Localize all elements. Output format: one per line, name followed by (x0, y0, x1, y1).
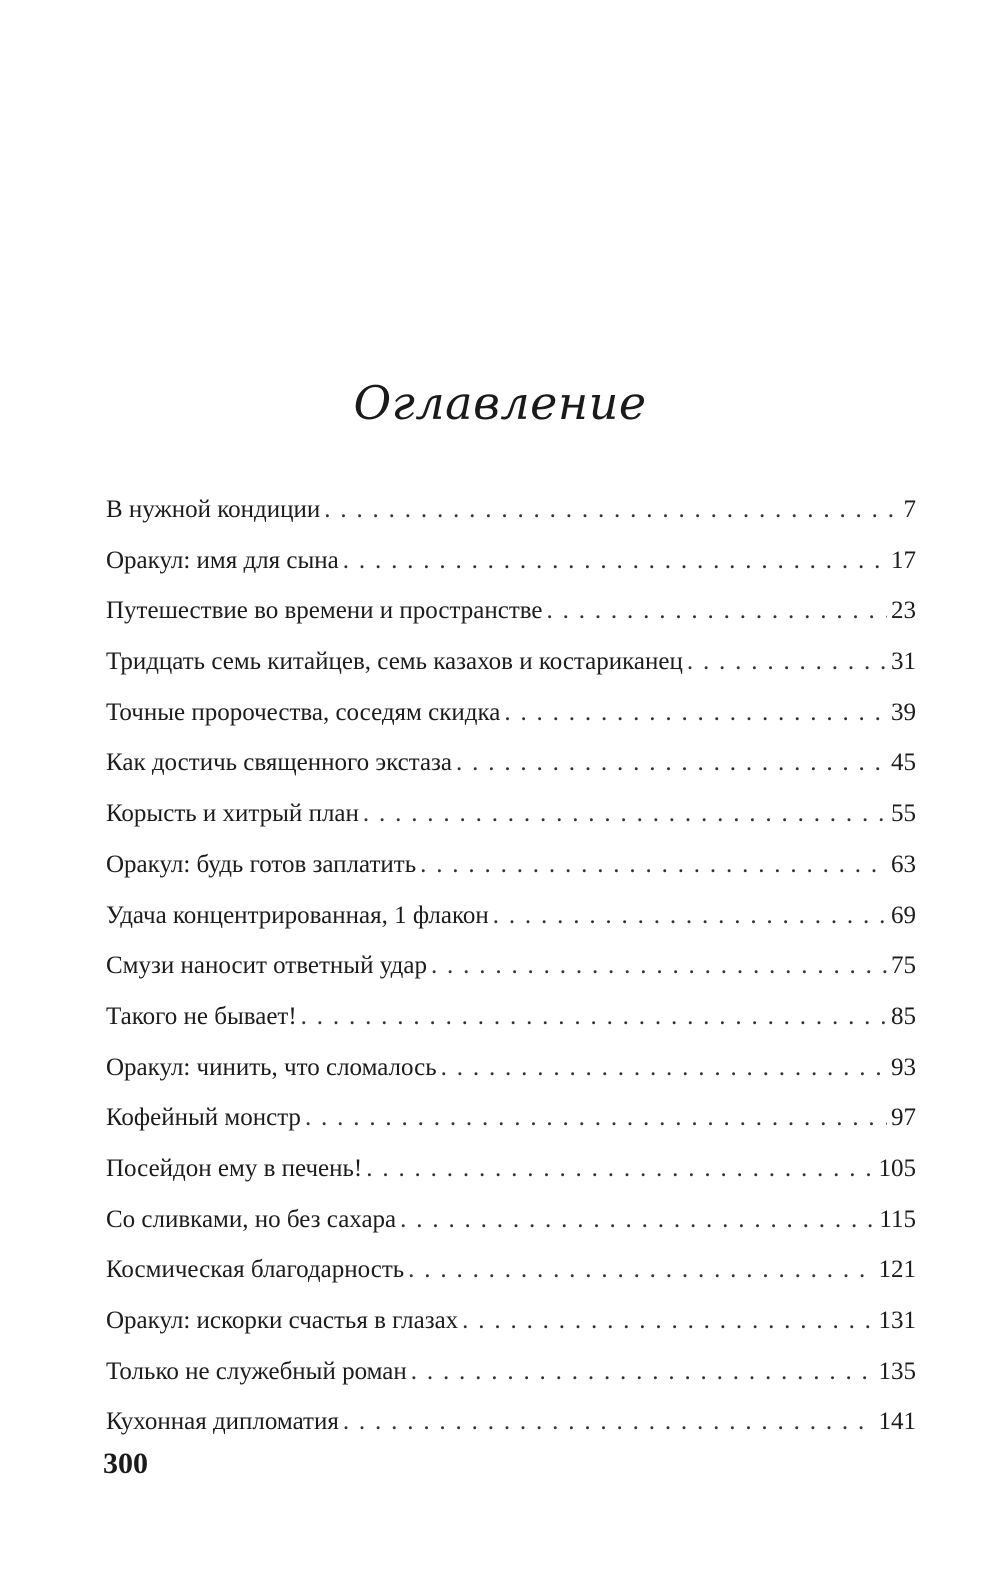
toc-page-number: 135 (878, 1357, 916, 1385)
toc-page-number: 85 (891, 1002, 916, 1030)
toc-entry[interactable] (106, 1250, 916, 1301)
table-of-contents (106, 490, 916, 1453)
dot-leader (324, 490, 899, 530)
toc-entry[interactable] (106, 1301, 916, 1352)
toc-page-number: 55 (891, 800, 916, 828)
dot-leader (431, 946, 887, 986)
dot-leader (366, 1149, 874, 1189)
dot-leader (420, 845, 887, 885)
toc-page-number: 121 (878, 1256, 916, 1284)
dot-leader (343, 1402, 875, 1442)
dot-leader (408, 1250, 874, 1290)
toc-entry-title: Кофейный монстр (106, 1104, 301, 1132)
toc-entry[interactable] (106, 490, 916, 541)
page-title: Оглавление (353, 376, 647, 430)
toc-page-number: 115 (879, 1205, 916, 1233)
toc-entry-title: Как достичь священного экстаза (106, 749, 453, 777)
toc-entry[interactable] (106, 1352, 916, 1403)
toc-entry[interactable] (106, 1402, 916, 1453)
dot-leader (547, 591, 887, 631)
toc-entry[interactable] (106, 794, 916, 845)
toc-entry-title: Посейдон ему в печень! (106, 1154, 363, 1182)
toc-entry-title: Корысть и хитрый план (106, 800, 359, 828)
toc-entry-title: Кухонная дипломатия (106, 1408, 339, 1436)
toc-entry-title: Оракул: чинить, что сломалось (106, 1053, 437, 1081)
toc-entry[interactable] (106, 743, 916, 794)
toc-entry-title: Тридцать семь китайцев, семь казахов и костариканец (106, 648, 683, 676)
toc-entry[interactable] (106, 946, 916, 997)
dot-leader (301, 997, 887, 1037)
dot-leader (305, 1098, 887, 1138)
toc-entry[interactable] (106, 591, 916, 642)
toc-page-number: 93 (891, 1053, 916, 1081)
toc-page-number: 31 (891, 648, 916, 676)
toc-entry-title: В нужной кондиции (106, 496, 321, 523)
toc-entry[interactable] (106, 845, 916, 896)
toc-entry-title: Только не служебный роман (106, 1357, 407, 1385)
toc-page-number: 63 (891, 850, 916, 878)
toc-entry-title: Со сливками, но без сахара (106, 1205, 397, 1233)
page-number: 300 (103, 1447, 148, 1480)
toc-page-number: 97 (891, 1104, 916, 1132)
toc-entry[interactable] (106, 997, 916, 1048)
toc-page-number: 69 (891, 901, 916, 929)
toc-page-number: 45 (891, 749, 916, 777)
toc-entry-title: Оракул: искорки счастья в глазах (106, 1307, 459, 1334)
toc-entry-title: Космическая благодарность (106, 1256, 405, 1284)
toc-page-number: 131 (878, 1307, 916, 1334)
toc-page-number: 23 (891, 597, 916, 625)
toc-entry-title: Такого не бывает! (106, 1002, 297, 1030)
dot-leader (400, 1200, 875, 1240)
toc-page-number: 17 (891, 546, 916, 574)
dot-leader (343, 541, 887, 581)
dot-leader (456, 743, 887, 783)
toc-entry[interactable] (106, 693, 916, 744)
toc-page-number: 141 (878, 1408, 916, 1436)
toc-entry-title: Точные пророчества, соседям скидка (106, 698, 501, 726)
toc-entry[interactable] (106, 1048, 916, 1099)
dot-leader (687, 642, 887, 682)
toc-page-number: 7 (903, 496, 916, 523)
toc-entry-title: Оракул: имя для сына (106, 546, 339, 574)
toc-page-number: 105 (878, 1154, 916, 1182)
toc-entry[interactable] (106, 1200, 916, 1251)
dot-leader (493, 896, 887, 936)
dot-leader (411, 1352, 875, 1392)
toc-entry[interactable] (106, 896, 916, 947)
dot-leader (363, 794, 887, 834)
toc-entry-title: Удача концентрированная, 1 флакон (106, 901, 489, 929)
toc-entry[interactable] (106, 642, 916, 693)
toc-page-number: 39 (891, 698, 916, 726)
dot-leader (504, 693, 887, 733)
dot-leader (441, 1048, 887, 1088)
toc-entry[interactable] (106, 1098, 916, 1149)
toc-entry[interactable] (106, 1149, 916, 1200)
dot-leader (462, 1301, 874, 1341)
toc-entry-title: Оракул: будь готов заплатить (106, 850, 417, 878)
toc-page-number: 75 (891, 952, 916, 980)
toc-entry[interactable] (106, 541, 916, 592)
toc-entry-title: Смузи наносит ответный удар (106, 952, 427, 980)
toc-entry-title: Путешествие во времени и пространстве (106, 597, 543, 625)
